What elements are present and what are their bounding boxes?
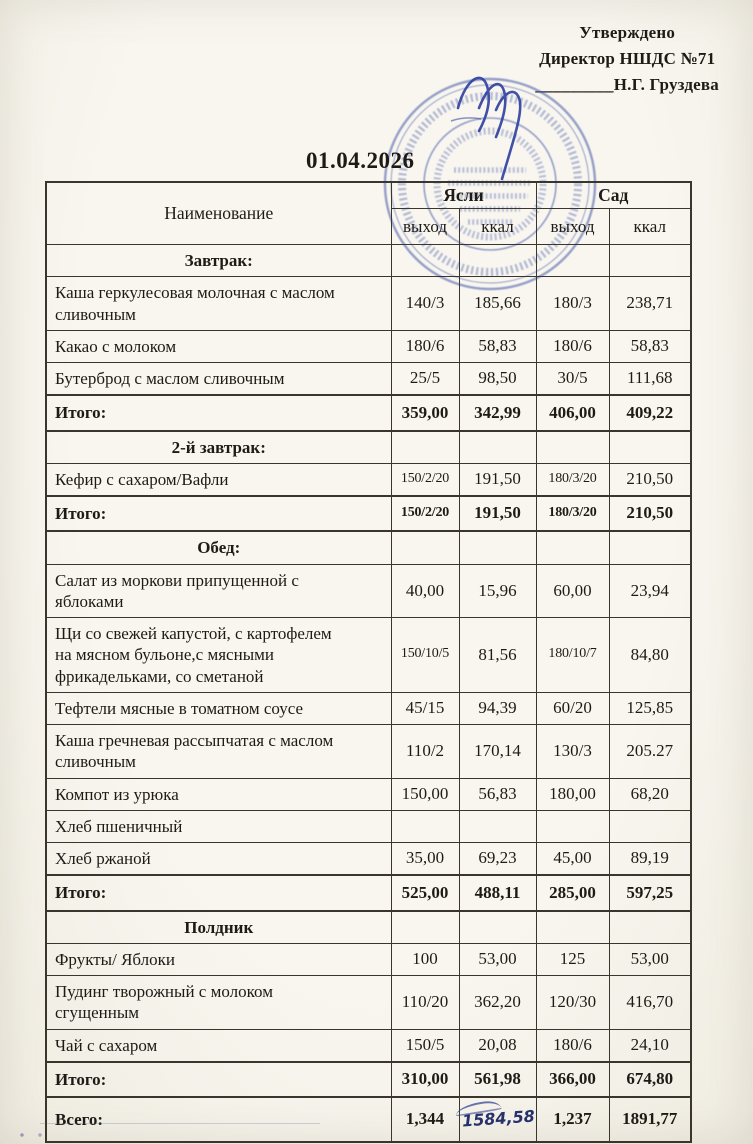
value-cell: 130/3 [536, 725, 609, 779]
value-cell: 140/3 [391, 277, 459, 331]
section-title-cell: Обед: [46, 531, 391, 564]
value-cell: 191,50 [459, 496, 536, 531]
value-cell: 180/3 [536, 277, 609, 331]
value-cell [609, 531, 691, 564]
dish-name-cell: Салат из моркови припущенной с яблоками [46, 564, 391, 618]
value-cell [391, 531, 459, 564]
scan-artifact-dots [18, 1132, 58, 1138]
dish-name-cell: Компот из урюка [46, 778, 391, 810]
value-cell: 125 [536, 943, 609, 975]
column-header-output-nursery: выход [391, 209, 459, 245]
table-row [46, 1029, 691, 1062]
value-cell: 416,70 [609, 976, 691, 1030]
value-cell [391, 431, 459, 464]
table-row [46, 330, 691, 362]
column-header-name: Наименование [46, 182, 391, 245]
value-cell: 84,80 [609, 618, 691, 693]
value-cell: 170,14 [459, 725, 536, 779]
value-cell: 180,00 [536, 778, 609, 810]
value-cell: 100 [391, 943, 459, 975]
value-cell: 180/6 [536, 1029, 609, 1062]
value-cell [609, 810, 691, 842]
dish-name-cell: Кефир с сахаром/Вафли [46, 463, 391, 496]
value-cell [391, 911, 459, 944]
value-cell: 180/3/20 [536, 463, 609, 496]
value-cell: 15,96 [459, 564, 536, 618]
menu-date: 01.04.2026 [306, 148, 415, 173]
value-cell [536, 431, 609, 464]
dish-name-cell: Фрукты/ Яблоки [46, 943, 391, 975]
value-cell: 89,19 [609, 843, 691, 876]
value-cell: 561,98 [459, 1062, 536, 1097]
column-group-garden: Сад [536, 182, 691, 209]
value-cell: 1,237 [536, 1097, 609, 1142]
value-cell: 30/5 [536, 363, 609, 396]
value-cell: 35,00 [391, 843, 459, 876]
value-cell: 597,25 [609, 875, 691, 910]
value-cell: 40,00 [391, 564, 459, 618]
value-cell: 98,50 [459, 363, 536, 396]
subtotal-row [46, 1062, 691, 1097]
section-row [46, 245, 691, 277]
value-cell [609, 911, 691, 944]
value-cell: 366,00 [536, 1062, 609, 1097]
value-cell: 110/2 [391, 725, 459, 779]
value-cell: 180/10/7 [536, 618, 609, 693]
section-row [46, 531, 691, 564]
table-row [46, 277, 691, 331]
scan-artifact-line [40, 1123, 320, 1124]
section-title-cell: 2-й завтрак: [46, 431, 391, 464]
subtotal-row [46, 395, 691, 430]
dish-name-cell: Тефтели мясные в томатном соусе [46, 692, 391, 724]
section-row [46, 431, 691, 464]
dish-name-cell: Итого: [46, 496, 391, 531]
section-title-cell: Полдник [46, 911, 391, 944]
approval-block [535, 20, 719, 98]
value-cell [459, 431, 536, 464]
value-cell: 150,00 [391, 778, 459, 810]
value-cell: 111,68 [609, 363, 691, 396]
table-row [46, 463, 691, 496]
value-cell [609, 245, 691, 277]
value-cell: 406,00 [536, 395, 609, 430]
dish-name-cell: Каша гречневая рассыпчатая с маслом сливочным [46, 725, 391, 779]
dish-name-cell: Всего: [46, 1097, 391, 1142]
subtotal-row [46, 496, 691, 531]
table-row [46, 564, 691, 618]
value-cell: 125,85 [609, 692, 691, 724]
value-cell: 359,00 [391, 395, 459, 430]
value-cell: 69,23 [459, 843, 536, 876]
value-cell [459, 245, 536, 277]
value-cell: 674,80 [609, 1062, 691, 1097]
value-cell [536, 911, 609, 944]
value-cell [459, 810, 536, 842]
value-cell: 180/3/20 [536, 496, 609, 531]
value-cell: 238,71 [609, 277, 691, 331]
value-cell [459, 531, 536, 564]
value-cell: 25/5 [391, 363, 459, 396]
value-cell: 180/6 [391, 330, 459, 362]
value-cell: 1,344 [391, 1097, 459, 1142]
column-header-kcal-garden: ккал [609, 209, 691, 245]
value-cell: 362,20 [459, 976, 536, 1030]
value-cell: 45,00 [536, 843, 609, 876]
value-cell: 409,22 [609, 395, 691, 430]
value-cell [609, 431, 691, 464]
value-cell: 150/5 [391, 1029, 459, 1062]
table-row [46, 363, 691, 396]
value-cell: 24,10 [609, 1029, 691, 1062]
table-row [46, 843, 691, 876]
value-cell: 81,56 [459, 618, 536, 693]
table-row [46, 618, 691, 693]
table-row [46, 810, 691, 842]
value-cell: 58,83 [609, 330, 691, 362]
value-cell: 342,99 [459, 395, 536, 430]
approval-line-signature: _________Н.Г. Груздева [535, 75, 719, 94]
value-cell: 53,00 [459, 943, 536, 975]
value-cell: 525,00 [391, 875, 459, 910]
value-cell: 150/2/20 [391, 496, 459, 531]
table-row [46, 943, 691, 975]
value-cell: 56,83 [459, 778, 536, 810]
table-row [46, 725, 691, 779]
value-cell [536, 531, 609, 564]
value-cell: 60,00 [536, 564, 609, 618]
value-cell: 45/15 [391, 692, 459, 724]
value-cell: 23,94 [609, 564, 691, 618]
table-row [46, 976, 691, 1030]
value-cell: 180/6 [536, 330, 609, 362]
value-cell: 210,50 [609, 496, 691, 531]
value-cell: 20,08 [459, 1029, 536, 1062]
dish-name-cell: Хлеб пшеничный [46, 810, 391, 842]
value-cell: 53,00 [609, 943, 691, 975]
value-cell [391, 245, 459, 277]
dish-name-cell: Щи со свежей капустой, с картофелем на мясном бульоне,с мясными фрикадельками, со сметаной [46, 618, 391, 693]
value-cell: 488,11 [459, 875, 536, 910]
menu-table [45, 181, 692, 1143]
column-header-kcal-nursery: ккал [459, 209, 536, 245]
value-cell: 1891,77 [609, 1097, 691, 1142]
value-cell [536, 810, 609, 842]
section-row [46, 911, 691, 944]
value-cell: 120/30 [536, 976, 609, 1030]
table-row [46, 692, 691, 724]
dish-name-cell: Пудинг творожный с молоком сгущенным [46, 976, 391, 1030]
value-cell: 58,83 [459, 330, 536, 362]
value-cell: 110/20 [391, 976, 459, 1030]
table-group-header-row [46, 182, 691, 209]
table-row [46, 778, 691, 810]
dish-name-cell: Хлеб ржаной [46, 843, 391, 876]
value-cell: 68,20 [609, 778, 691, 810]
section-title-cell: Завтрак: [46, 245, 391, 277]
dish-name-cell: Итого: [46, 875, 391, 910]
dish-name-cell: Итого: [46, 395, 391, 430]
value-cell: 310,00 [391, 1062, 459, 1097]
approval-line-director: Директор НШДС №71 [539, 49, 716, 68]
approval-line-approved: Утверждено [579, 23, 676, 42]
dish-name-cell: Итого: [46, 1062, 391, 1097]
subtotal-row [46, 875, 691, 910]
dish-name-cell: Бутерброд с маслом сливочным [46, 363, 391, 396]
value-cell: 150/2/20 [391, 463, 459, 496]
dish-name-cell: Чай с сахаром [46, 1029, 391, 1062]
value-cell: 285,00 [536, 875, 609, 910]
value-cell: 60/20 [536, 692, 609, 724]
value-cell: 210,50 [609, 463, 691, 496]
value-cell [459, 1097, 536, 1142]
value-cell: 185,66 [459, 277, 536, 331]
value-cell [536, 245, 609, 277]
value-cell [391, 810, 459, 842]
column-group-nursery: Ясли [391, 182, 536, 209]
value-cell: 150/10/5 [391, 618, 459, 693]
dish-name-cell: Какао с молоком [46, 330, 391, 362]
value-cell: 205.27 [609, 725, 691, 779]
value-cell: 191,50 [459, 463, 536, 496]
handwritten-correction: 1584,58 [460, 1106, 535, 1131]
dish-name-cell: Каша геркулесовая молочная с маслом сливочным [46, 277, 391, 331]
value-cell: 94,39 [459, 692, 536, 724]
value-cell [459, 911, 536, 944]
grand-total-row [46, 1097, 691, 1142]
column-header-output-garden: выход [536, 209, 609, 245]
